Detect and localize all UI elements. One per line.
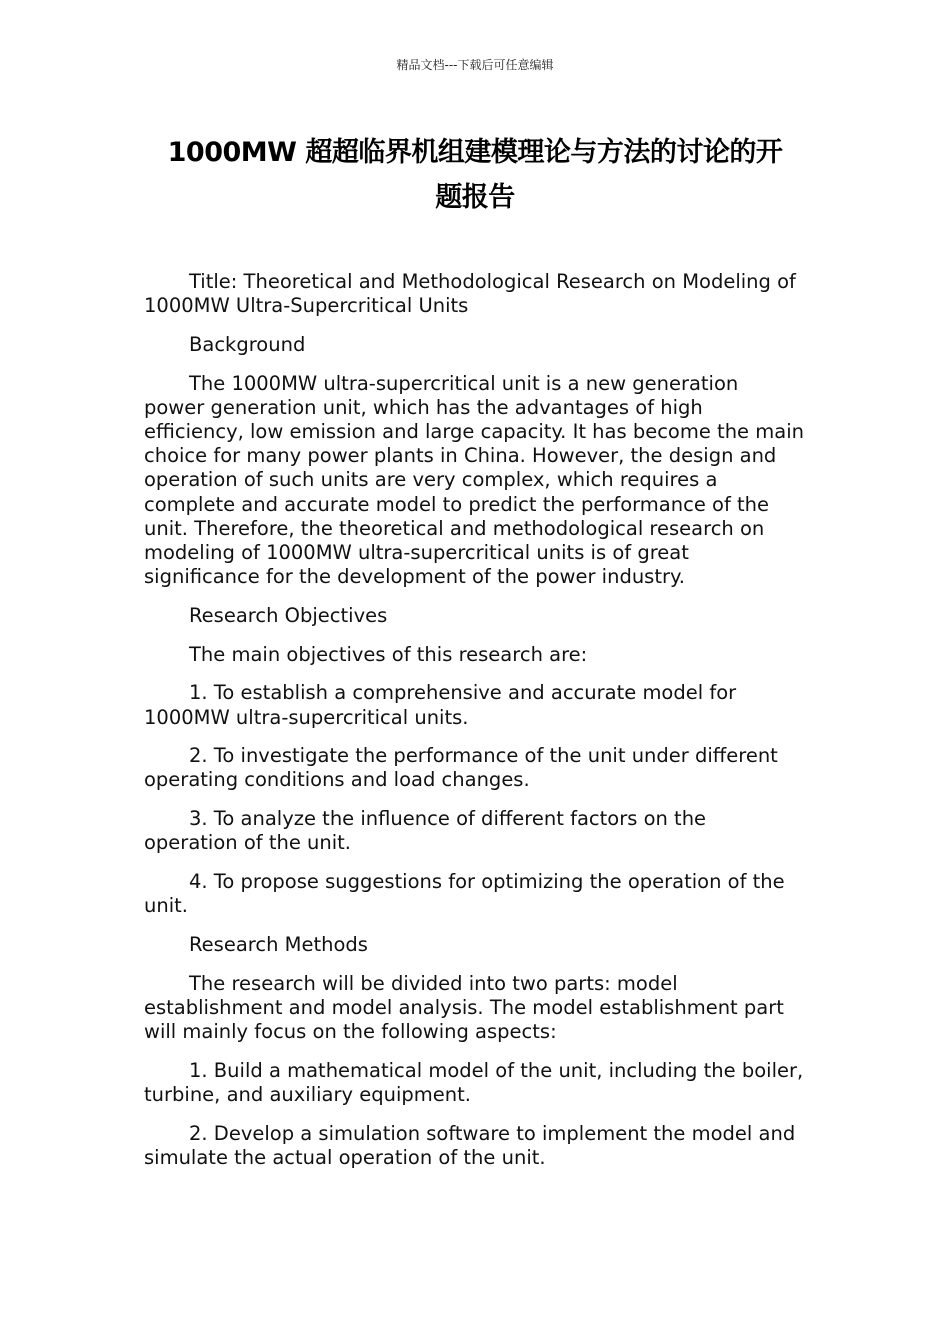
objective-item-2: 2. To investigate the performance of the unit under different operating conditions and load changes. [144, 744, 778, 792]
title-paragraph: Title: Theoretical and Methodological Research on Modeling of 1000MW Ultra-Supercritical Units [144, 270, 796, 318]
methods-intro: The research will be divided into two parts: model establishment and model analysis. The model establishment part will mainly focus on the following aspects: [144, 971, 784, 1044]
title-line-2: 题报告 [435, 182, 515, 213]
method-item-2: 2. Develop a simulation software to implement the model and simulate the actual operation of the unit. [144, 1121, 796, 1169]
objective-item-4: 4. To propose suggestions for optimizing the operation of the unit. [144, 870, 785, 918]
page-header-watermark: 精品文档---下载后可任意编辑 [396, 58, 554, 72]
objective-item-1: 1. To establish a comprehensive and accurate model for 1000MW ultra-supercritical units. [144, 681, 737, 729]
heading-background: Background [189, 332, 306, 356]
document-title [120, 130, 830, 220]
objective-item-3: 3. To analyze the influence of different factors on the operation of the unit. [144, 807, 707, 855]
objectives-intro: The main objectives of this research are: [189, 642, 588, 666]
background-paragraph: The 1000MW ultra-supercritical unit is a new generation power generation unit, which has the advantages of high efficiency, low emission and large capacity. It has become the main choice for many power plants in China. However, the design and operation of such units are very complex, which requires a complete and accurate model to predict the performance of the unit. Therefore, the theoretical and methodological research on modeling of 1000MW ultra-supercritical units is of great significance for the development of the power industry. [144, 371, 804, 589]
title-line-1: 1000MW 超超临界机组建模理论与方法的讨论的开 [167, 137, 783, 168]
heading-research-objectives: Research Objectives [189, 603, 388, 627]
method-item-1: 1. Build a mathematical model of the unit, including the boiler, turbine, and auxiliary equipment. [144, 1058, 804, 1106]
document-body [144, 270, 804, 1185]
heading-research-methods: Research Methods [189, 932, 368, 956]
